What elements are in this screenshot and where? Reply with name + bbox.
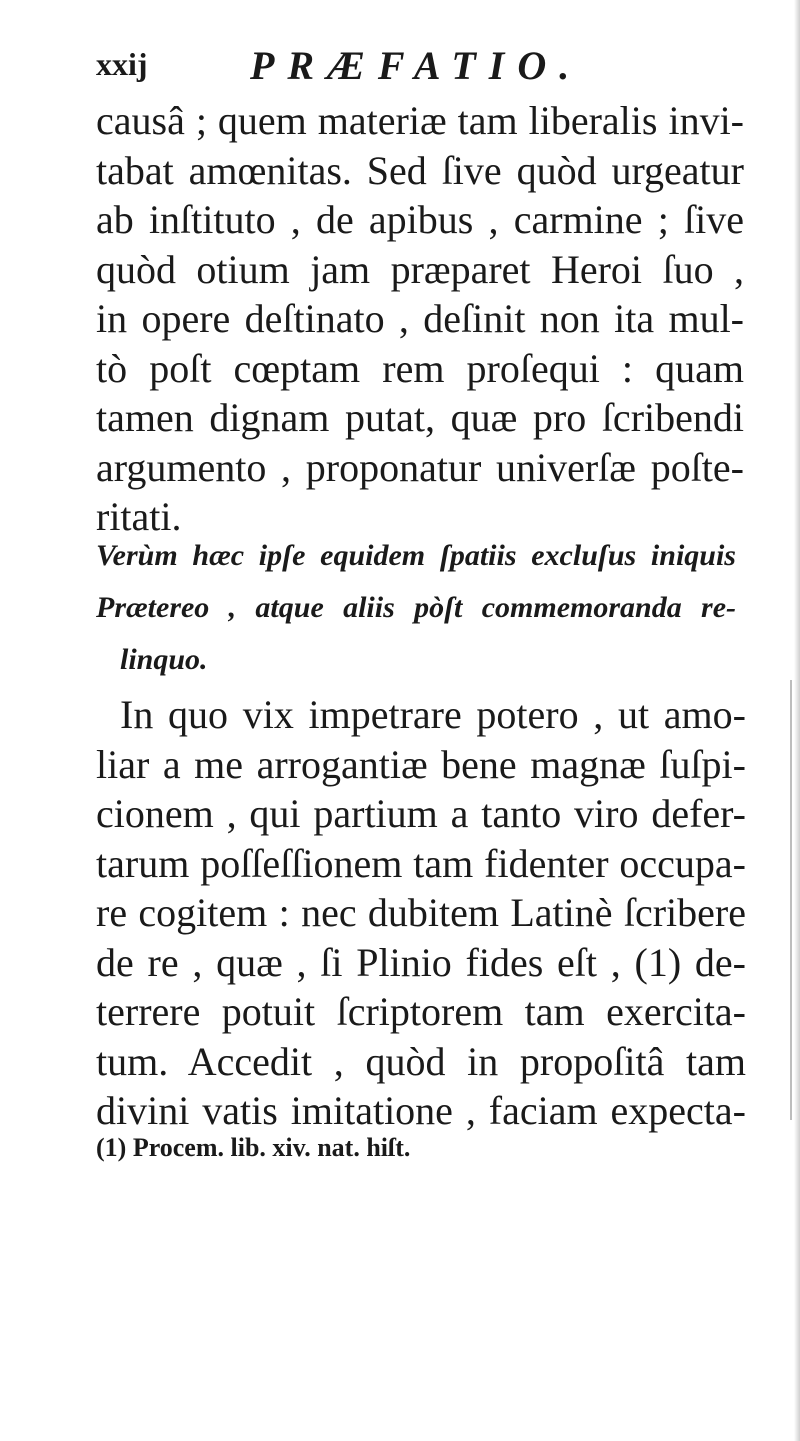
text-line: re cogitem : nec dubitem Latinè ſcribere	[96, 890, 746, 935]
text-line: tarum poſſeſſionem tam fidenter occupa-	[96, 840, 746, 886]
page-edge	[794, 0, 800, 1441]
running-title: PRÆFATIO.	[250, 43, 583, 88]
text-line: tò poſt cœptam rem proſequi : quam	[96, 345, 744, 391]
page-number: xxij	[96, 46, 148, 82]
text-line: quòd otium jam præparet Heroi ſuo ,	[96, 246, 744, 292]
text-line: causâ ; quem materiæ tam liberalis invi-	[96, 98, 744, 143]
paragraph-1	[96, 96, 744, 542]
text-line: cionem , qui partium a tanto viro defer-	[96, 791, 746, 836]
text-line: tabat amœnitas. Sed ſive quòd urgeatur	[96, 147, 744, 193]
text-line: terrere potuit ſcriptorem tam exercita-	[96, 989, 746, 1034]
gutter-shadow	[790, 680, 792, 1120]
text-line: tum. Accedit , quòd in propoſitâ tam	[96, 1038, 746, 1084]
text-line: tamen dignam putat, quæ pro ſcribendi	[96, 395, 744, 440]
text-line: de re , quæ , ſi Plinio fides eſt , (1) de-	[96, 939, 746, 985]
text-line: argumento , proponatur univerſæ poſte-	[96, 444, 744, 490]
verse-quotation	[96, 530, 736, 686]
page-header	[96, 34, 736, 94]
text-line: liar a me arrogantiæ bene magnæ ſuſpi-	[96, 741, 746, 787]
verse-line: Verùm hæc ipſe equidem ſpatiis excluſus iniquis	[96, 539, 736, 572]
text-line: divini vatis imitatione , faciam expecta-	[96, 1088, 746, 1133]
text-line: In quo vix impetrare potero , ut amo-	[120, 692, 746, 737]
text-line: ab inſtituto , de apibus , carmine ; ſive	[96, 197, 744, 242]
verse-line: linquo.	[120, 643, 208, 676]
verse-line: Prætereo , atque aliis pòſt commemoranda re-	[96, 591, 736, 624]
text-line: ritati.	[96, 494, 182, 539]
footnote: (1) Procem. lib. xiv. nat. hiſt.	[96, 1133, 411, 1162]
paragraph-2	[96, 690, 746, 1136]
text-line: in opere deſtinato , deſinit non ita mul-	[96, 296, 744, 341]
